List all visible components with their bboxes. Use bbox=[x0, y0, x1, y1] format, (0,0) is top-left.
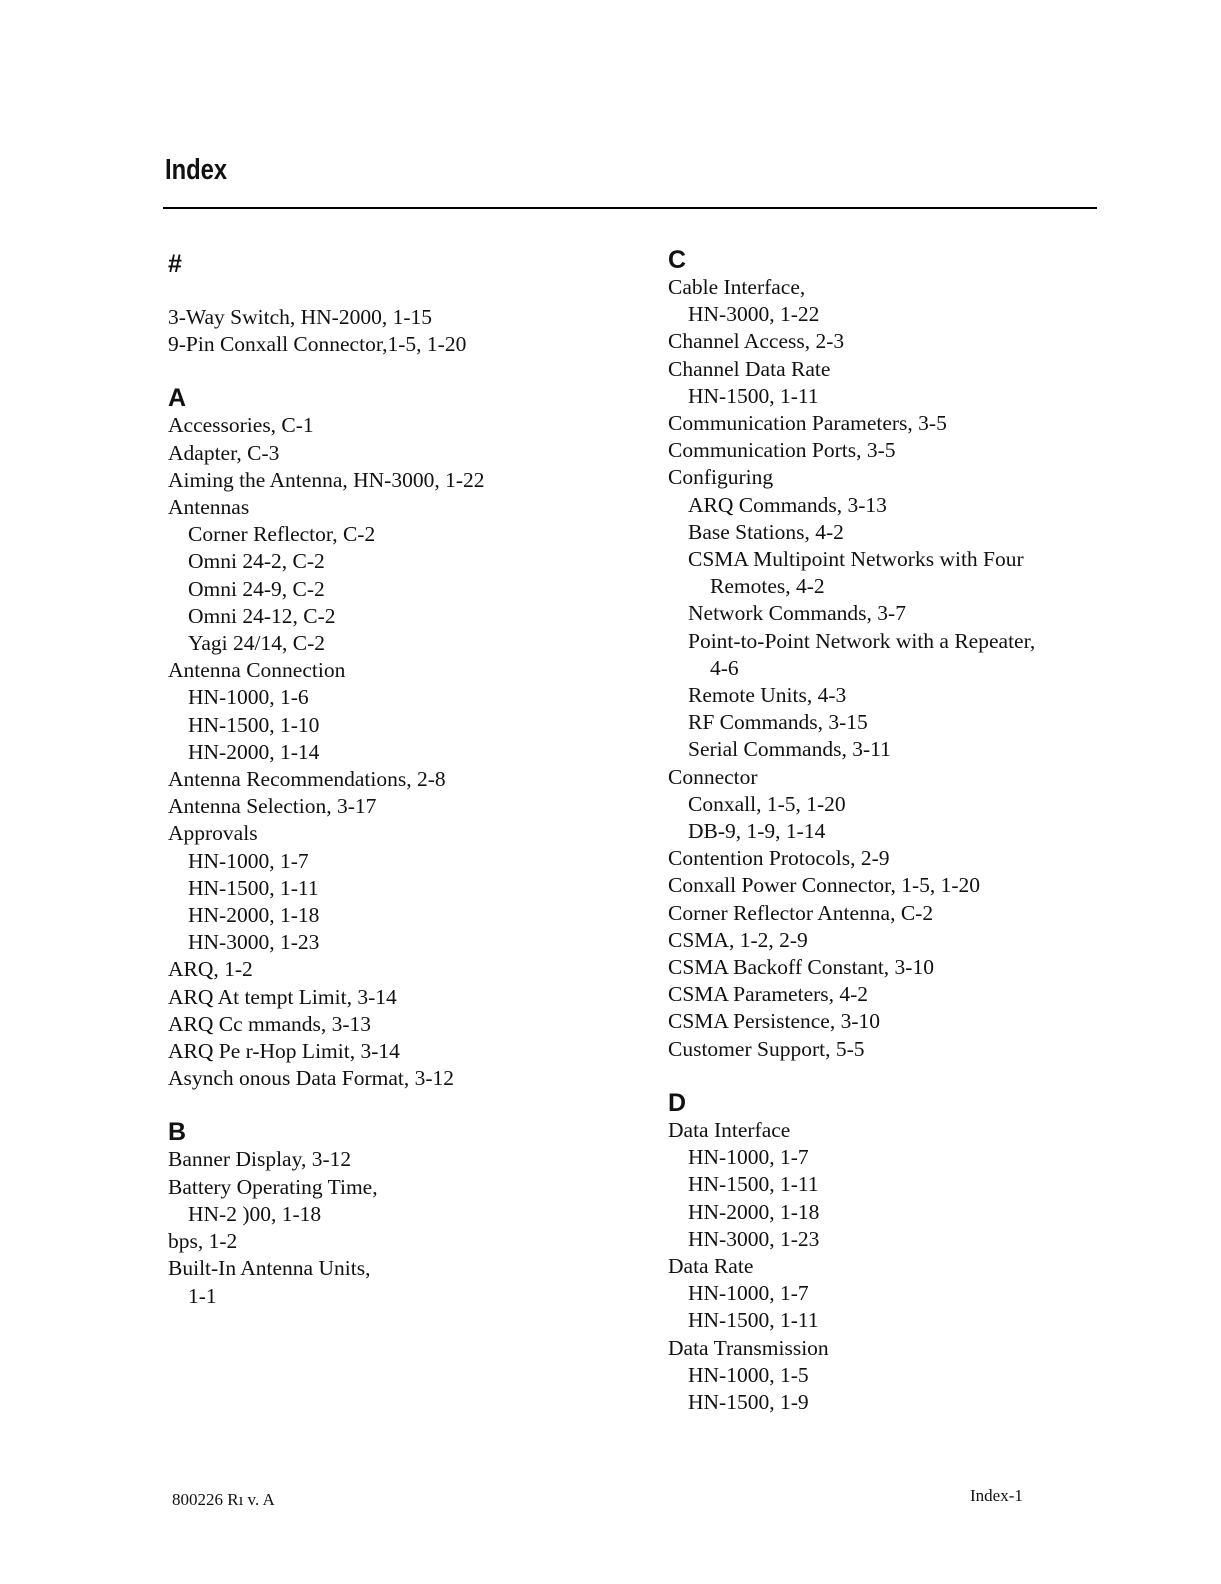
section-letter: A bbox=[168, 384, 187, 413]
index-entry: 9-Pin Conxall Connector,1-5, 1-20 bbox=[168, 332, 467, 357]
index-column-right bbox=[668, 246, 1035, 1416]
index-subentry: Omni 24-12, C-2 bbox=[188, 603, 336, 628]
index-subentry: HN-1000, 1-6 bbox=[188, 685, 309, 710]
document-number: 800226 Rı v. A bbox=[172, 1490, 275, 1509]
index-entry: ARQ, 1-2 bbox=[168, 957, 253, 982]
index-subentry: HN-1500, 1-11 bbox=[688, 383, 819, 408]
index-section bbox=[668, 246, 1035, 1063]
index-entry: Data Transmission bbox=[668, 1335, 829, 1360]
index-subentry: HN-1500, 1-11 bbox=[188, 875, 319, 900]
index-entry: Communication Ports, 3-5 bbox=[668, 438, 896, 463]
section-letter: # bbox=[168, 250, 182, 278]
index-entry: Battery Operating Time, bbox=[168, 1174, 378, 1199]
index-subentry: 1-1 bbox=[188, 1283, 217, 1308]
index-subentry: Omni 24-9, C-2 bbox=[188, 576, 325, 601]
letter-spacer bbox=[168, 278, 485, 304]
index-entry: Conxall Power Connector, 1-5, 1-20 bbox=[668, 873, 981, 898]
index-entry: 3-Way Switch, HN-2000, 1-15 bbox=[168, 305, 432, 329]
index-entry: ARQ At tempt Limit, 3-14 bbox=[168, 984, 397, 1009]
index-entry: Banner Display, 3-12 bbox=[168, 1147, 352, 1172]
index-entry: Contention Protocols, 2-9 bbox=[668, 846, 890, 871]
index-subentry: ARQ Commands, 3-13 bbox=[688, 492, 887, 517]
index-subentry: HN-1500, 1-11 bbox=[688, 1172, 819, 1197]
index-entry: Configuring bbox=[668, 465, 774, 490]
index-entry: Cable Interface, bbox=[668, 275, 806, 299]
index-entry: Antenna Selection, 3-17 bbox=[168, 794, 377, 819]
index-entry: Asynch onous Data Format, 3-12 bbox=[168, 1066, 455, 1091]
index-subentry: Network Commands, 3-7 bbox=[688, 601, 906, 626]
index-subentry: HN-1000, 1-7 bbox=[688, 1145, 809, 1170]
index-entry: CSMA Parameters, 4-2 bbox=[668, 982, 869, 1007]
section-spacer bbox=[168, 358, 485, 384]
index-section bbox=[168, 384, 485, 1092]
index-subentry: HN-1500, 1-11 bbox=[688, 1308, 819, 1333]
index-subentry: HN-3000, 1-22 bbox=[688, 302, 820, 327]
index-entry: Aiming the Antenna, HN-3000, 1-22 bbox=[168, 467, 485, 492]
index-entry: bps, 1-2 bbox=[168, 1229, 238, 1254]
index-subentry: HN-1500, 1-10 bbox=[188, 712, 320, 737]
index-section bbox=[168, 1118, 485, 1309]
section-letter: B bbox=[168, 1118, 187, 1147]
index-subentry: CSMA Multipoint Networks with Four bbox=[688, 547, 1024, 572]
section-letter: C bbox=[668, 246, 687, 274]
index-entry: Communication Parameters, 3-5 bbox=[668, 411, 947, 436]
index-subentry: DB-9, 1-9, 1-14 bbox=[688, 819, 826, 844]
index-entry: Antennas bbox=[168, 495, 250, 520]
index-entry: Data Rate bbox=[668, 1253, 754, 1278]
page-number: Index-1 bbox=[970, 1486, 1023, 1505]
index-entry: Channel Data Rate bbox=[668, 356, 831, 381]
index-entry: Built-In Antenna Units, bbox=[168, 1256, 371, 1281]
index-subentry: HN-3000, 1-23 bbox=[688, 1226, 820, 1251]
index-subentry: HN-1000, 1-5 bbox=[688, 1362, 809, 1387]
index-subentry: HN-1000, 1-7 bbox=[188, 848, 309, 873]
index-subentry: Corner Reflector, C-2 bbox=[188, 522, 376, 547]
index-subentry: RF Commands, 3-15 bbox=[688, 710, 868, 735]
section-spacer bbox=[168, 1092, 485, 1118]
index-subentry: HN-3000, 1-23 bbox=[188, 930, 320, 955]
index-entry: Antenna Recommendations, 2-8 bbox=[168, 767, 446, 792]
index-section bbox=[668, 1089, 1035, 1416]
index-column-left bbox=[168, 250, 485, 1310]
section-letter: D bbox=[668, 1088, 687, 1117]
section-spacer bbox=[668, 1063, 1035, 1089]
index-subentry: Omni 24-2, C-2 bbox=[188, 549, 325, 574]
index-subentry: HN-2000, 1-14 bbox=[188, 739, 320, 764]
index-subentry: Conxall, 1-5, 1-20 bbox=[688, 791, 846, 816]
index-entry: Channel Access, 2-3 bbox=[668, 329, 845, 354]
index-subentry: Serial Commands, 3-11 bbox=[688, 737, 891, 762]
index-entry: Approvals bbox=[168, 821, 258, 846]
index-subentry: Base Stations, 4-2 bbox=[688, 519, 844, 544]
title-divider bbox=[163, 207, 1097, 209]
page-title: Index bbox=[165, 154, 228, 186]
index-subentry: HN-2000, 1-18 bbox=[688, 1199, 820, 1224]
index-entry: Adapter, C-3 bbox=[168, 440, 280, 465]
index-subentry: Yagi 24/14, C-2 bbox=[188, 631, 325, 656]
index-entry: ARQ Cc mmands, 3-13 bbox=[168, 1011, 372, 1036]
index-entry: CSMA, 1-2, 2-9 bbox=[668, 927, 808, 952]
index-subentry: Remote Units, 4-3 bbox=[688, 683, 847, 708]
index-entry: Accessories, C-1 bbox=[168, 413, 314, 438]
index-entry: CSMA Backoff Constant, 3-10 bbox=[668, 955, 934, 980]
index-entry: Data Interface bbox=[668, 1117, 791, 1142]
index-entry: CSMA Persistence, 3-10 bbox=[668, 1009, 881, 1034]
index-subentry: Remotes, 4-2 bbox=[710, 574, 825, 599]
index-subentry: HN-2000, 1-18 bbox=[188, 903, 320, 928]
index-entry: Corner Reflector Antenna, C-2 bbox=[668, 900, 934, 925]
index-entry: Antenna Connection bbox=[168, 658, 346, 683]
index-subentry: HN-1500, 1-9 bbox=[688, 1389, 809, 1414]
index-section bbox=[168, 250, 485, 358]
index-subentry: 4-6 bbox=[710, 655, 739, 680]
index-entry: Customer Support, 5-5 bbox=[668, 1036, 865, 1061]
index-subentry: HN-1000, 1-7 bbox=[688, 1281, 809, 1306]
index-entry: Connector bbox=[668, 764, 758, 789]
index-subentry: Point-to-Point Network with a Repeater, bbox=[688, 628, 1036, 653]
index-subentry: HN-2 )00, 1-18 bbox=[188, 1201, 322, 1226]
index-entry: ARQ Pe r-Hop Limit, 3-14 bbox=[168, 1039, 400, 1064]
